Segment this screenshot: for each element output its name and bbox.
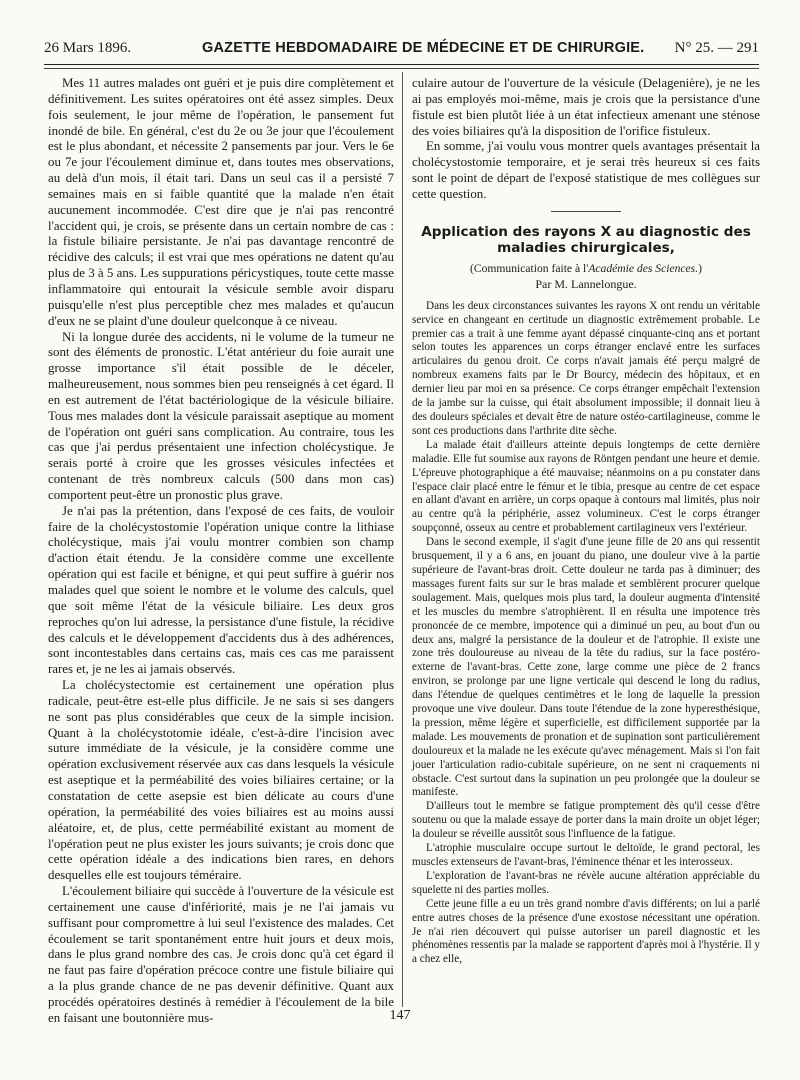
- column-divider: [402, 72, 403, 1007]
- paragraph: culaire autour de l'ouverture de la vésicule (Delagenière), je ne les ai pas employés moi-même, mais je crois que la persistance d'une fistule est bien plutôt liée à un état infectieux amenant une sténose des voies biliaires qu'à la disposition de l'orifice fistuleux.: [412, 76, 760, 138]
- subtitle-suffix: ): [698, 261, 702, 275]
- header-journal-title: GAZETTE HEBDOMADAIRE DE MÉDECINE ET DE CHIRURGIE.: [202, 40, 645, 56]
- paragraph: L'écoulement biliaire qui succède à l'ouverture de la vésicule est certainement une cause d'infériorité, mais je ne l'ai jamais vu suffisant pour compromettre à lui seul l'existence des malades. Cet écoulement se tarit spontanément entre huit jours et deux mois, dans le plus grand nombre des cas. Je crois donc qu'à cet égard il ne faut pas faire d'opération précoce contre une fistule biliaire qui a la plus grande chance de ne pas devenir définitive. Quant aux procédés opératoires destinés à remédier à l'écoulement de la bile en faisant une boutonnière mus-: [48, 884, 394, 1025]
- paragraph: Ni la longue durée des accidents, ni le volume de la tumeur ne sont des éléments de pronostic. L'état antérieur du foie aurait une grosse importance s'il était possible de le déceler, malheureusement, nous sommes bien peu renseignés à cet égard. Il en est autrement de l'état bactériologique de la vésicule biliaire. Tous mes malades dont la vésicule paraissait aseptique au moment de l'opération ont guéri sans complication. Au contraire, tous les cas que j'ai perdus présentaient une infection cholécystique. Je serais porté à croire que les grosses vésicules infectées et contenant de très nombreux calculs (500 dans mon cas) comportent peut-être un pronostic plus grave.: [48, 329, 394, 502]
- header-rule-bottom: [44, 68, 759, 69]
- header-issue-page: N° 25. — 291: [674, 40, 759, 56]
- paragraph: Dans le second exemple, il s'agit d'une jeune fille de 20 ans qui ressentit brusquement, il y a 6 ans, en jouant du piano, une douleur vive à la partie supérieure de l'avant-bras droit. Cette douleur ne tarda pas à diminuer; des massages furent faits sur sur le bras malade et semblèrent procurer quelque soulagement. Mais, quelques mois plus tard, la douleur augmenta d'intensité et les muscles du membre s'atrophièrent. Il en résulta une impotence très prononcée de ce membre, impotence qui a diminué un peu, au bout d'un ou deux ans, malgré la persistance de la douleur et de l'atrophie. Il existe une zone très douloureuse au niveau de la tête du radius, sur la face postéro-externe de l'avant-bras. Cette zone, large comme une pièce de 2 francs environ, se prolonge par une ligne verticale qui descend le long du radius, dans l'étendue de quelques centimètres et le long de laquelle la pression provoque une vive douleur. Dans toute l'étendue de la zone hyperesthésique, la pression, même légère et superficielle, est difficilement supportée par la malade. Les mouvements de pronation et de supination sont particulièrement douloureux et la malade ne les exécute qu'avec ménagement. Mais si l'on fait jouer l'articulation radio-cubitale supérieure, on ne sent ni craquements ni obstacle. C'est surtout dans la supination un peu prolongée que la douleur se manifeste.: [412, 536, 760, 799]
- paragraph: En somme, j'ai voulu vous montrer quels avantages présentait la cholécystostomie temporaire, et je serai très heureux si ces faits sont le point de départ de l'exposé statistique de mes collègues sur cette question.: [412, 139, 760, 201]
- paragraph: Mes 11 autres malades ont guéri et je puis dire complètement et définitivement. Les suites opératoires ont été assez simples. Deux fois seulement, le jour même de l'opération, le pansement fut inondé de bile. En général, c'est du 2e ou 3e jour que l'écoulement est le plus abondant, et nécessite 2 pansements par jour. Vers le 6e ou 7e jour l'écoulement diminue et, dans toutes mes observations, au delà d'un mois, il était tari. Dans un seul cas il a persisté 7 semaines mais en si faible quantité que la malade n'en était aucunement incommodée. C'est dire que je n'ai pas rencontré l'accident qui, je crois, se présente dans un certain nombre de cas : la fistule biliaire persistante. Je n'ai pas davantage rencontré de récidive des calculs; il est vrai que mes opérations ne datent qu'au plus de 3 à 5 ans. Les suppurations péricystiques, toute cette masse inflammatoire qui entourait la vésicule semble avoir disparu puisqu'elle n'est plus perceptible chez mes malades et qu'aucun d'eux ne se plaint d'une douleur quelconque à ce niveau.: [48, 76, 394, 328]
- header-date: 26 Mars 1896.: [44, 40, 132, 56]
- article-author: Par M. Lannelongue.: [535, 276, 637, 291]
- paragraph: La malade était d'ailleurs atteinte depuis longtemps de cette dernière maladie. Elle fut soumise aux rayons de Röntgen pendant une heure et demie. L'épreuve photographique a été mauvaise; néanmoins on a pu constater dans l'espace clair placé entre le fémur et le tibia, presque au centre de cet espace en allant d'avant en arrière, un corps opaque à contours mal limités, plus noir au centre qu'à la périphérie, assez volumineux. C'est le corps étranger soupçonné, osseux au centre et probablement cartilagineux vers l'extérieur.: [412, 438, 760, 535]
- article-title: Application des rayons X au diagnostic des maladies chirurgicales,: [421, 223, 751, 256]
- paragraph: La cholécystectomie est certainement une opération plus radicale, peut-être est-elle plus difficile. Je ne sais si ses dangers ne sont pas plus considérables que ceux de la simple incision. Quant à la cholécystotomie idéale, c'est-à-dire l'incision avec suture immédiate de la vésicule, je la considère comme une opération exclusivement réservée aux cas dans lesquels la vésicule est aseptique et la perméabilité des voies biliaires certaine; or la constatation de cette asepsie est bien délicate au cours d'une opération, la perméabilité des voies biliaires est au moins aussi aléatoire, et, de plus, cette perméabilité existant au moment de l'opération peut ne plus exister les jours suivants; je crois donc que cette opération idéale a des indications bien rares, en dehors desquelles elle est toujours téméraire.: [48, 678, 394, 883]
- right-column: [412, 76, 760, 1011]
- running-header: [44, 40, 759, 62]
- paragraph: L'exploration de l'avant-bras ne révèle aucune altération appréciable du squelette ni des parties molles.: [412, 869, 760, 896]
- paragraph: D'ailleurs tout le membre se fatigue promptement dès qu'il cesse d'être soutenu ou que la malade essaye de porter dans la main droite un objet léger; la douleur se réveille aussitôt sous l'influence de la fatigue.: [412, 800, 760, 841]
- left-column: [48, 76, 394, 1025]
- section-separator: [551, 211, 621, 212]
- paragraph: L'atrophie musculaire occupe surtout le deltoïde, le grand pectoral, les muscles extenseurs de l'avant-bras, l'éminence thénar et les interosseux.: [412, 842, 760, 868]
- paragraph: Cette jeune fille a eu un très grand nombre d'avis différents; on lui a parlé entre autres choses de la présence d'une exostose nécessitant une opération. Je n'ai rien découvert qui puisse autoriser un pareil diagnostic et les phénomènes ressentis par la malade se rapportent d'après moi à l'hystérie. Il y a chez elle,: [412, 897, 760, 966]
- subtitle-italic: Académie des Sciences.: [588, 261, 699, 275]
- paragraph: Je n'ai pas la prétention, dans l'exposé de ces faits, de vouloir faire de la cholécystostomie l'opération unique contre la lithiase cholécystique, mais j'ai voulu montrer combien son champ d'action était étendu. Je la considère comme une excellente opération qui est facile et bénigne, et qui peut suffire à guérir nos malades quel que soient le nombre et le volume des calculs, quel que soit même l'état de la vésicule biliaire. Les deux gros reproches qu'on lui adresse, la persistance d'une fistule, la récidive des calculs et le développement d'accidents dus à des adhérences, sont incontestables dans certains cas, mais ces cas me paraissent rares et, je ne les ai jamais observés.: [48, 503, 394, 677]
- subtitle-prefix: (Communication faite à l': [470, 261, 589, 275]
- header-rule-top: [44, 64, 759, 65]
- page-number: 147: [389, 1008, 411, 1023]
- paragraph: Dans les deux circonstances suivantes les rayons X ont rendu un véritable service en changeant en certitude un diagnostic extrêmement probable. Le premier cas a trait à une femme ayant dépassé cinquante-cinq ans et portant selon toutes les apparences un corps étranger enclavé entre les surfaces articulaires du genou droit. Ce corps n'avait jamais été perçu malgré de nombreux examens faits par le Dr Bourcy, médecin des hôpitaux, et en dernier lieu par moi en sa présence. Ce corps étranger empêchait l'extension de la jambe sur la cuisse, qui était absolument impossible; il donnait lieu à des douleurs spéciales et devait être de nature ostéo-cartilagineuse, comme le sont ces productions dans l'arthrite dite sèche.: [412, 299, 760, 437]
- article-subtitle: [412, 262, 760, 275]
